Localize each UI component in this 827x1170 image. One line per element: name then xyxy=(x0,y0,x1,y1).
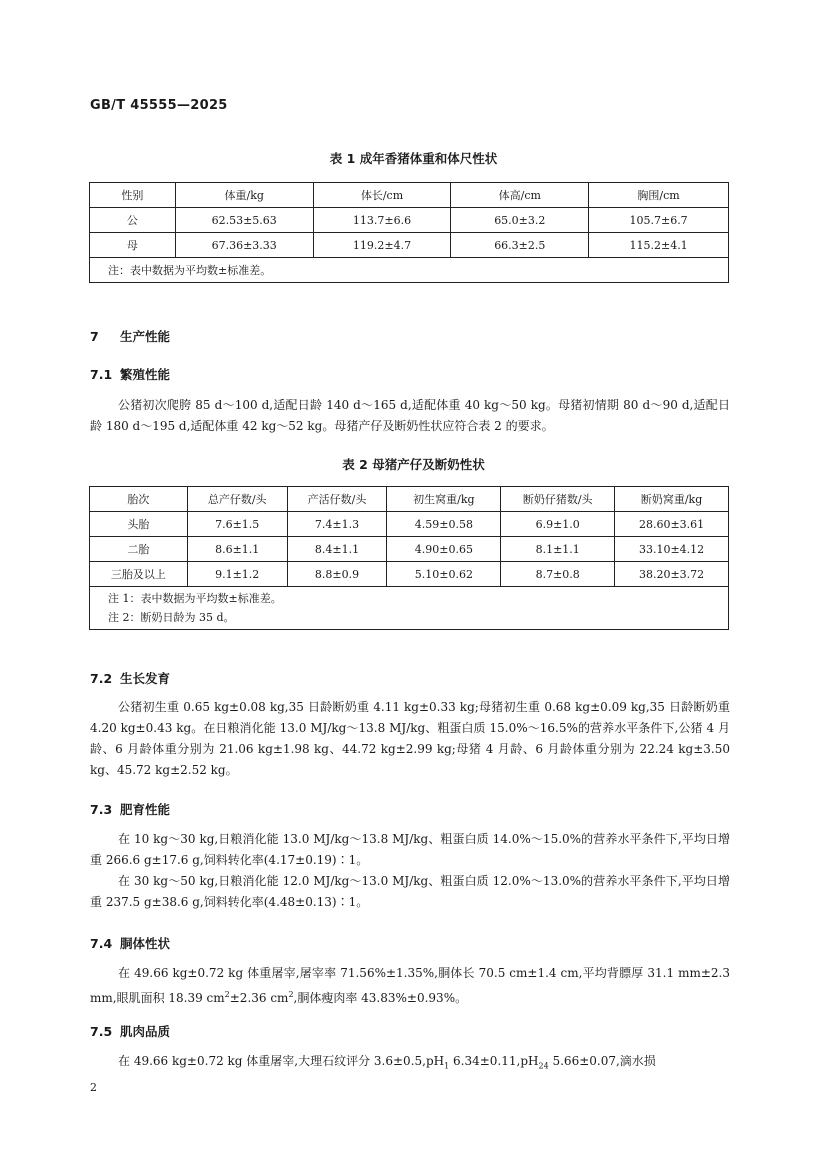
section-title: 胴体性状 xyxy=(120,936,171,951)
section-7-5-heading xyxy=(90,1022,170,1040)
section-number: 7.4 xyxy=(90,936,113,951)
table1-header-cell: 体高/cm xyxy=(451,183,589,208)
section-title: 生长发育 xyxy=(120,671,171,686)
table-cell: 头胎 xyxy=(90,512,188,537)
paragraph-text xyxy=(90,1051,730,1076)
table2-header-row xyxy=(90,487,729,512)
section-7-heading xyxy=(90,327,170,345)
table-cell: 7.6±1.5 xyxy=(187,512,287,537)
standard-code: GB/T 45555—2025 xyxy=(90,98,228,113)
table-cell: 62.53±5.63 xyxy=(175,208,313,233)
table-cell: 113.7±6.6 xyxy=(313,208,451,233)
section-7-5-paragraph xyxy=(90,1051,730,1076)
text-run: 6.34±0.11,pH xyxy=(449,1054,539,1068)
table-cell: 公 xyxy=(90,208,176,233)
table-cell: 4.59±0.58 xyxy=(387,512,501,537)
table2-header-cell: 断奶仔猪数/头 xyxy=(501,487,615,512)
table-cell: 母 xyxy=(90,233,176,258)
table-cell: 8.4±1.1 xyxy=(287,537,387,562)
paragraph-text: 公猪初次爬胯 85 d～100 d,适配日龄 140 d～165 d,适配体重 40 kg～50 kg。母猪初情期 80 d～90 d,适配日龄 180 d～195 d,适配体重 42 kg～52 kg。母猪产仔及断奶性状应符合表 2 的要求。 xyxy=(90,398,730,433)
table-row xyxy=(90,208,729,233)
section-title: 肌肉品质 xyxy=(120,1024,171,1039)
table2-note-1: 注 1：表中数据为平均数±标准差。 xyxy=(108,592,282,605)
table2-header-cell: 产活仔数/头 xyxy=(287,487,387,512)
table-cell: 三胎及以上 xyxy=(90,562,188,587)
table2-notes xyxy=(90,587,729,630)
subscript: 1 xyxy=(444,1061,450,1071)
table-row xyxy=(90,512,729,537)
paragraph-text: 公猪初生重 0.65 kg±0.08 kg,35 日龄断奶重 4.11 kg±0.33 kg;母猪初生重 0.68 kg±0.09 kg,35 日龄断奶重 4.20 kg±0.43 kg。在日粮消化能 13.0 MJ/kg～13.8 MJ/kg、粗蛋白质 15.0%～16.5%的营养水平条件下,公猪 4 月龄、6 月龄体重分别为 21.06 kg±1.98 kg、44.72 kg±2.99 kg;母猪 4 月龄、6 月龄体重分别为 22.24 kg±3.50 kg、45.72 kg±2.52 kg。 xyxy=(90,700,730,777)
table-cell: 28.60±3.61 xyxy=(615,512,729,537)
table-row xyxy=(90,537,729,562)
section-number: 7.2 xyxy=(90,671,113,686)
section-number: 7 xyxy=(90,329,99,344)
table-cell: 7.4±1.3 xyxy=(287,512,387,537)
superscript: 2 xyxy=(288,990,294,999)
section-title: 肥育性能 xyxy=(120,802,171,817)
table1 xyxy=(89,182,729,283)
paragraph-text: 在 10 kg～30 kg,日粮消化能 13.0 MJ/kg～13.8 MJ/kg、粗蛋白质 14.0%～15.0%的营养水平条件下,平均日增重 266.6 g±17.6 g,饲料转化率(4.17±0.19)∶1。 xyxy=(90,832,730,867)
table-cell: 66.3±2.5 xyxy=(451,233,589,258)
table-cell: 105.7±6.7 xyxy=(589,208,729,233)
paragraph-text: 在 30 kg～50 kg,日粮消化能 12.0 MJ/kg～13.0 MJ/kg、粗蛋白质 12.0%～13.0%的营养水平条件下,平均日增重 237.5 g±38.6 g,饲料转化率(4.48±0.13)∶1。 xyxy=(90,874,730,909)
section-7-4-paragraph xyxy=(90,963,730,1009)
table-cell: 4.90±0.65 xyxy=(387,537,501,562)
table-cell: 5.10±0.62 xyxy=(387,562,501,587)
table-cell: 115.2±4.1 xyxy=(589,233,729,258)
section-7-3-paragraph xyxy=(90,829,730,913)
table-cell: 8.8±0.9 xyxy=(287,562,387,587)
subscript: 24 xyxy=(538,1061,549,1071)
text-run: 5.66±0.07,滴水损 xyxy=(548,1054,656,1068)
table1-header-cell: 体重/kg xyxy=(175,183,313,208)
table-cell: 二胎 xyxy=(90,537,188,562)
table1-header-cell: 体长/cm xyxy=(313,183,451,208)
text-run: ,胴体瘦肉率 43.83%±0.93%。 xyxy=(293,991,468,1005)
superscript: 2 xyxy=(224,990,230,999)
table1-note: 注：表中数据为平均数±标准差。 xyxy=(90,258,729,283)
table2-header-cell: 总产仔数/头 xyxy=(187,487,287,512)
table-cell: 9.1±1.2 xyxy=(187,562,287,587)
table-cell: 8.1±1.1 xyxy=(501,537,615,562)
section-number: 7.1 xyxy=(90,367,113,382)
table2-note-2: 注 2：断奶日龄为 35 d。 xyxy=(108,611,235,624)
table1-header-row xyxy=(90,183,729,208)
section-7-1-heading xyxy=(90,365,170,383)
section-number: 7.3 xyxy=(90,802,113,817)
table-cell: 67.36±3.33 xyxy=(175,233,313,258)
table1-header-cell: 性别 xyxy=(90,183,176,208)
table1-caption: 表 1 成年香猪体重和体尺性状 xyxy=(329,151,498,166)
table2-header-cell: 断奶窝重/kg xyxy=(615,487,729,512)
section-title: 生产性能 xyxy=(120,329,171,344)
table-cell: 65.0±3.2 xyxy=(451,208,589,233)
section-title: 繁殖性能 xyxy=(120,367,171,382)
table2-note-row xyxy=(90,587,729,630)
table2 xyxy=(89,486,729,630)
table1-note-row xyxy=(90,258,729,283)
table-cell: 8.7±0.8 xyxy=(501,562,615,587)
text-run: ±2.36 cm xyxy=(229,991,289,1005)
table-row xyxy=(90,233,729,258)
paragraph-text xyxy=(90,963,730,1009)
table-cell: 119.2±4.7 xyxy=(313,233,451,258)
section-7-2-paragraph xyxy=(90,697,730,781)
table-cell: 33.10±4.12 xyxy=(615,537,729,562)
text-run: 在 49.66 kg±0.72 kg 体重屠宰,大理石纹评分 3.6±0.5,pH xyxy=(118,1054,445,1068)
table2-header-cell: 初生窝重/kg xyxy=(387,487,501,512)
text-run: 在 49.66 kg±0.72 kg 体重屠宰,屠宰率 71.56%±1.35%,胴体长 70.5 cm±1.4 cm,平均背膘厚 31.1 mm±2.3 mm,眼肌面积 18.39 cm xyxy=(90,966,730,1005)
table1-header-cell: 胸围/cm xyxy=(589,183,729,208)
section-7-4-heading xyxy=(90,934,170,952)
table2-caption: 表 2 母猪产仔及断奶性状 xyxy=(342,457,485,472)
table-row xyxy=(90,562,729,587)
section-number: 7.5 xyxy=(90,1024,113,1039)
section-7-2-heading xyxy=(90,669,170,687)
table-cell: 38.20±3.72 xyxy=(615,562,729,587)
table-cell: 8.6±1.1 xyxy=(187,537,287,562)
page-number: 2 xyxy=(90,1081,97,1094)
section-7-3-heading xyxy=(90,800,170,818)
table2-header-cell: 胎次 xyxy=(90,487,188,512)
table-cell: 6.9±1.0 xyxy=(501,512,615,537)
section-7-1-paragraph xyxy=(90,395,730,437)
